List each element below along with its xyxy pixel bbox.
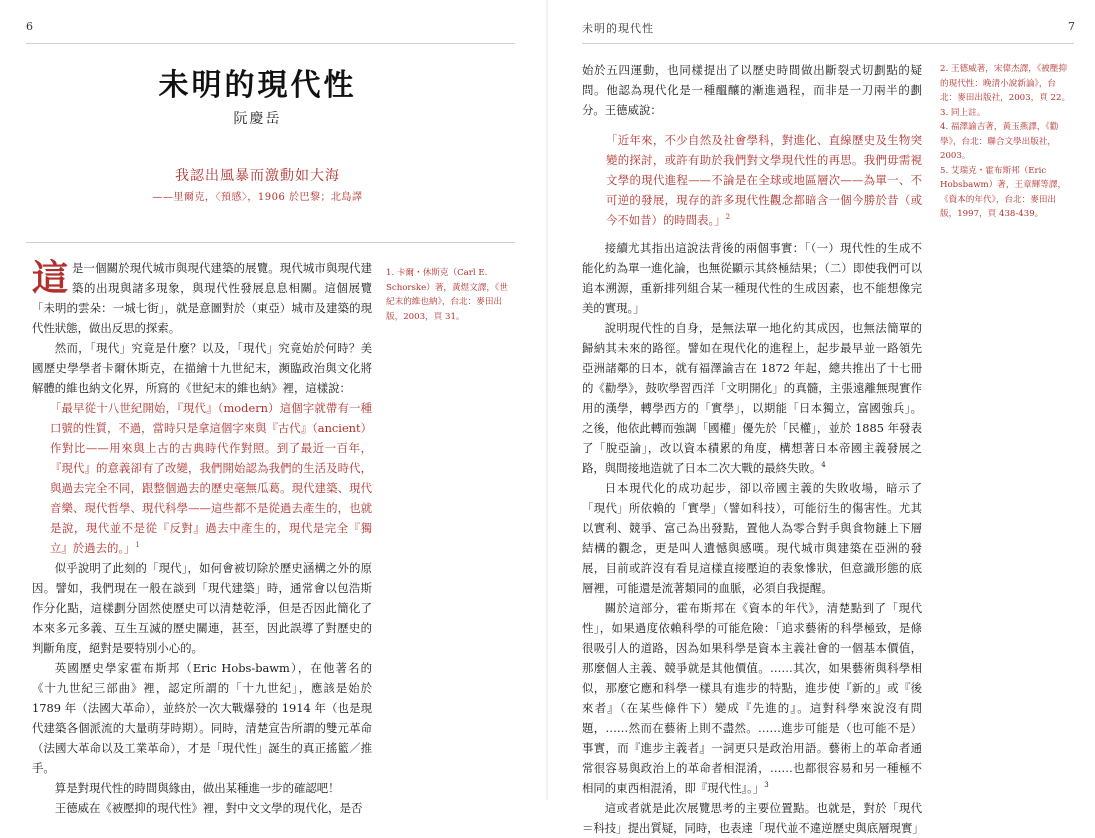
footnote-ref: 4 bbox=[821, 461, 826, 470]
body-paragraph: 算是對現代性的時間與緣由，做出某種進一步的確認吧！ bbox=[54, 781, 340, 795]
epigraph-line: 我認出風暴而激動如大海 bbox=[175, 168, 340, 184]
right-body-top bbox=[582, 60, 922, 120]
footnote-item: 3. 同上註。 bbox=[940, 107, 986, 118]
footnote-item: 5. 艾瑞克・霍布斯邦（Eric Hobsbawm）著，王章輝等譯，《資本的年代》，台北：麥田出版，1997，頁 438-439。 bbox=[940, 165, 1067, 219]
block-quote-left: 「最早從十八世紀開始，『現代』（modern）這個字就帶有一種口號的性質，不過，當時只是拿這個字來與『古代』（ancient）作對比——用來與上古的古典時代作對照。到了最近一百年，『現代』的意義卻有了改變，我們開始認為我們的生活及時代，與過去完全不同，跟整個過去的歷史毫無瓜葛。現代建築、現代音樂、現代哲學、現代科學——這些都不是從過去產生的，也就是說，現代並不是從『反對』過去中產生的，現代是完全『獨立』於過去的。」$^1$ bbox=[50, 401, 372, 555]
body-paragraph: 英國歷史學家霍布斯邦（Eric Hobs-bawm），在他著名的《十九世紀三部曲》裡，認定所謂的「十九世紀」，應該是始於 1789 年（法國大革命），並終於一次大戰爆發的 1914 年（也是現代建築各個派流的大量萌芽時期）。同時，清楚宣告所謂的雙元革命（法國大革命以及工業革命），才是「現代性」誕生的真正搖籃／推手。 bbox=[32, 661, 372, 775]
running-head: 未明的現代性 bbox=[582, 22, 654, 35]
header-rule-left bbox=[26, 43, 515, 44]
body-paragraph: 關於這部分，霍布斯邦在《資本的年代》，清楚點到了「現代性」，如果過度依賴科學的可能危險：「追求藝術的科學極致，是條很吸引人的道路，因為如果科學是資本主義社會的一個基本價值，那麼個人主義、競爭就是其他價值。……其次，如果藝術與科學相似，那麼它應和科學一樣具有進步的特點，進步使『新的』或『後來者』（在某些條件下）變成『先進的』。這對科學來說沒有問題，……然而在藝術上則不盡然。……進步可能是（也可能不是）事實，而『進步主義者』一詞更只是政治用語。藝術上的革命者通常很容易與政治上的革命者相混淆，……也都很容易和另一種極不相同的東西相混淆，即『現代性』。」$^3$ bbox=[582, 601, 922, 795]
chapter-author: 阮慶岳 bbox=[233, 111, 282, 127]
opening-paragraph: 這是一個關於現代城市與現代建築的展覽。現代城市與現代建築的出現與諸多現象，與現代性發展息息相關。這個展覽「未明的雲朵：一城七街」，就是意圖對於（東亞）城市及建築的現代性狀態，做出反思的探索。 bbox=[32, 257, 372, 335]
body-paragraph: 王德威在《被壓抑的現代性》裡，對中文文學的現代化，是否 bbox=[54, 801, 363, 815]
footnotes-right bbox=[940, 62, 1072, 222]
footnote-item: 1. 卡爾・休斯克（Carl E. Schorske）著，黃煜文譯，《世紀末的維也納》，台北：麥田出版，2003，頁 31。 bbox=[386, 268, 508, 322]
left-body-bottom bbox=[32, 558, 372, 818]
right-page bbox=[548, 0, 1095, 835]
body-paragraph: 日本現代化的成功起步，卻以帝國主義的失敗收場，暗示了「現代」所依賴的「實學」（譬如科技），可能衍生的傷害性。尤其以實利、競爭、富己為出發點，置他人為零合對手與食物鏈上下層結構的觀念，更是叫人遺憾與感嘆。現代城市與建築在亞洲的發展，目前或許沒有看見這樣直接壓迫的表象慘狀，但意識形態的底層裡，可能還是流著類同的血脈，必須自我提醒。 bbox=[582, 481, 922, 595]
drop-cap: 這 bbox=[32, 257, 69, 299]
left-page bbox=[0, 0, 547, 815]
footnote-left bbox=[386, 266, 514, 324]
body-paragraph: 這或者就是此次展覽思考的主要位置點。也就是，對於「現代＝科技」提出質疑，同時，也表達「現代並不違逆歷史與底層現實」 bbox=[582, 801, 924, 835]
header-rule-right bbox=[582, 43, 1074, 44]
block-quote-right: 「近年來，不少自然及社會學科，對進化、直線歷史及生物突變的探討，或許有助於我們對文學現代性的再思。我們毋需視文學的現代進程——不論是在全球或地區層次——為單一、不可逆的發展，現存的許多現代性觀念都暗含一個今勝於昔（或今不如昔）的時間表。」$^2$ bbox=[606, 133, 922, 227]
body-paragraph: 說明現代性的自身，是無法單一地化約其成因，也無法簡單的歸納其未來的路徑。譬如在現代化的進程上，起步最早並一路領先亞洲諸鄰的日本，就有福澤諭吉在 1872 年起，總共推出了十七冊的《勸學》，鼓吹學習西洋「文明開化」的真髓，主張遠離無現實作用的漢學，轉學西方的「實學」，以期能「日本獨立，富國強兵」。之後，他依此轉而強調「國權」優先於「民權」，並於 1885 年發表了「脫亞論」，改以資本積累的角度，構想著日本帝國主義發展之路，與間接地造就了日本二次大戰的最終失敗。$^4$ bbox=[582, 321, 922, 475]
footnote-item: 2. 王德威著，宋偉杰譯，《被壓抑的現代性：晚清小說新論》，台北：麥田出版社，2003，頁 22。 bbox=[940, 64, 1071, 103]
body-paragraph: 接續尤其指出這說法背後的兩個事實：「（一）現代性的生成不能化約為單一進化論，也無從顯示其終極結果；（二）即使我們可以追本溯源，重新排列組合某一種現代性的生成因素，也不能想像完美的實現。」 bbox=[582, 241, 922, 315]
footnote-ref: 1 bbox=[135, 541, 140, 550]
footnote-item: 4. 福澤諭吉著，黃玉燕譯，《勸學》，台北：聯合文學出版社，2003。 bbox=[940, 122, 1059, 161]
footnote-ref: 2 bbox=[725, 213, 731, 222]
page-number-left: 6 bbox=[26, 20, 33, 33]
right-body-bottom bbox=[582, 238, 922, 838]
body-paragraph: 始於五四運動，也同樣提出了以歷史時間做出斷裂式切劃點的疑問。他認為現代化是一種醞釀的漸進過程，而非是一刀兩半的劃分。王德威說： bbox=[582, 63, 922, 117]
left-body-top bbox=[32, 258, 372, 398]
page-number-right: 7 bbox=[1068, 20, 1075, 33]
footnote-ref: 3 bbox=[764, 781, 769, 790]
chapter-title: 未明的現代性 bbox=[158, 68, 357, 103]
body-paragraph: 似乎說明了此刻的「現代」，如何會被切除於歷史涵構之外的原因。譬如，我們現在一般在談到「現代建築」時，通常會以包浩斯作分化點，這樣劃分固然使歷史可以清楚乾淨，但是否因此簡化了本來多元多義、互生互滅的歷史關連，甚至，因此誤導了對歷史的判斷角度，絕對是要特別小心的。 bbox=[32, 561, 372, 655]
section-rule-left bbox=[26, 242, 515, 243]
body-paragraph: 然而，「現代」究竟是什麼？以及，「現代」究竟始於何時？美國歷史學學者卡爾休斯克，在描繪十九世紀末，瀕臨政治與文化將解體的維也納文化界，所寫的《世紀末的維也納》裡，這樣說： bbox=[32, 341, 372, 395]
epigraph-source: ——里爾克，〈預感〉，1906 於巴黎；北島譯 bbox=[152, 192, 363, 203]
